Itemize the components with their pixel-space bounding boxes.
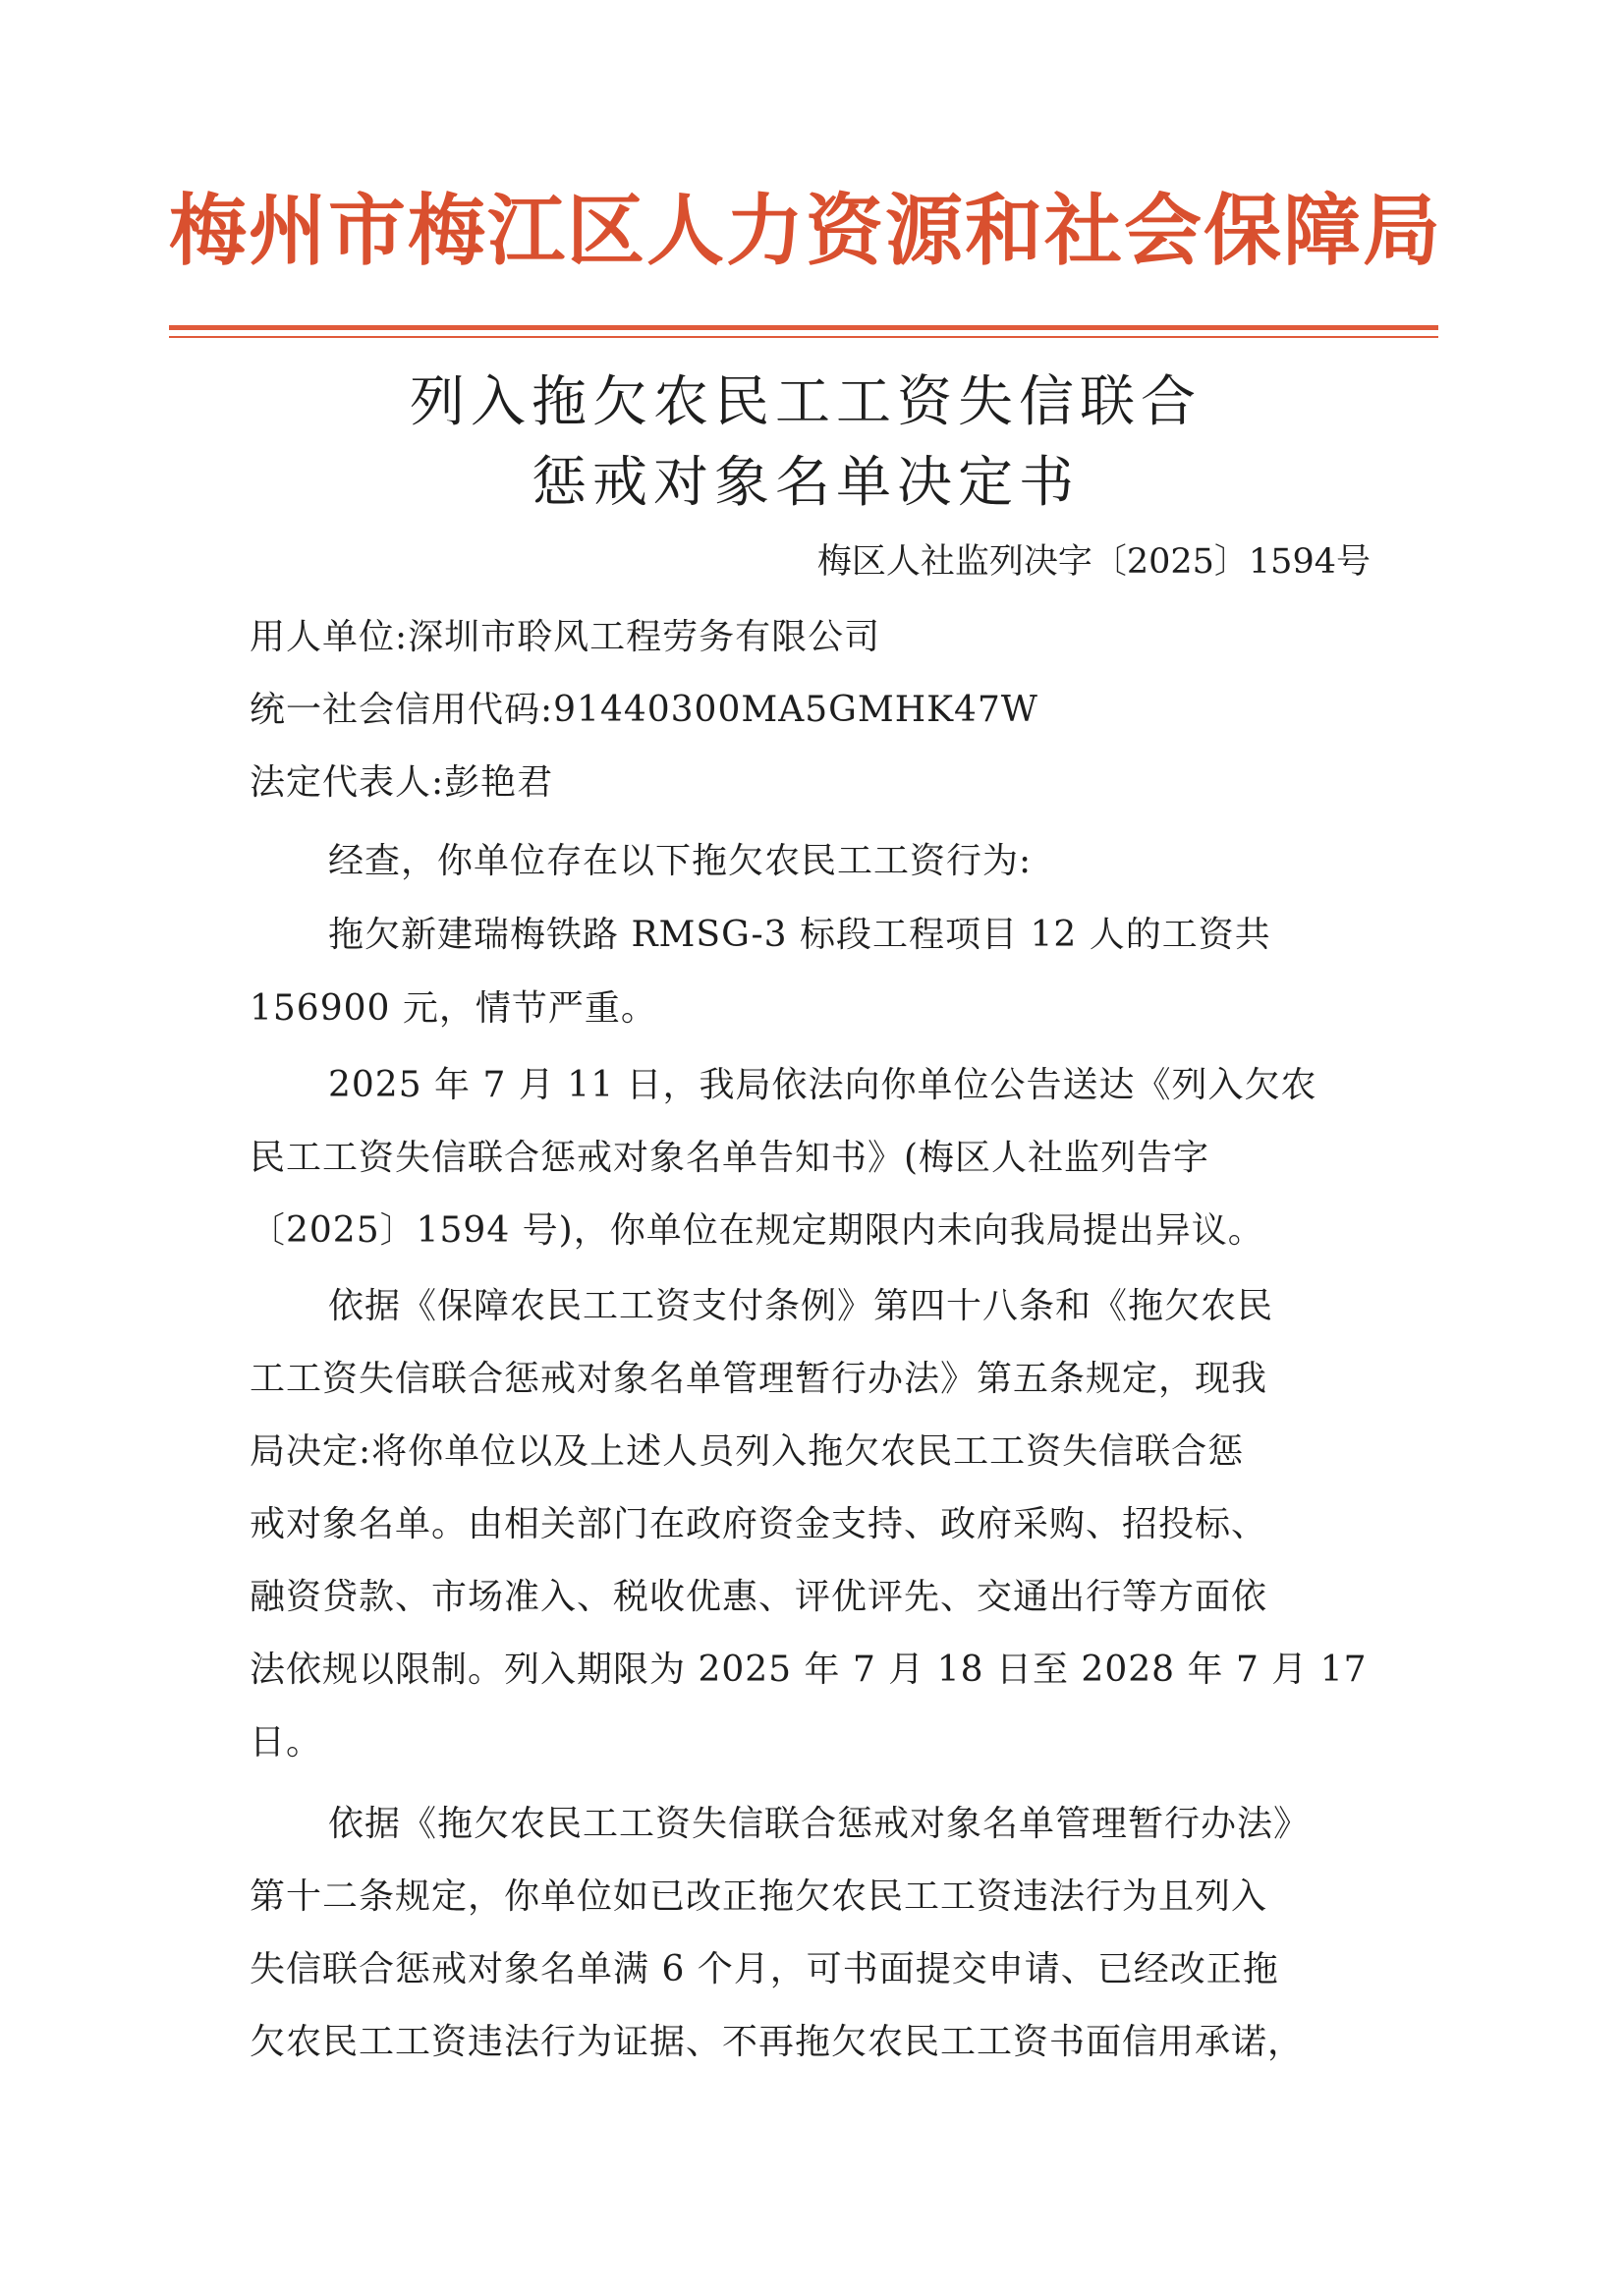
header-rule-thick (169, 325, 1438, 330)
paragraph-line: 156900 元，情节严重。 (250, 988, 657, 1029)
paragraph-line: 局决定:将你单位以及上述人员列入拖欠农民工工资失信联合惩 (250, 1431, 1245, 1472)
document-number: 梅区人社监列决字〔2025〕1594号 (816, 542, 1371, 582)
employer-line: 用人单位:深圳市聆风工程劳务有限公司 (250, 617, 881, 657)
legal-representative-line: 法定代表人:彭艳君 (250, 762, 554, 803)
credit-code-line: 统一社会信用代码:91440300MA5GMHK47W (250, 690, 1038, 730)
paragraph-line: 日。 (250, 1722, 323, 1763)
document-title-line-1: 列入拖欠农民工工资失信联合 (410, 370, 1202, 434)
paragraph-line: 拖欠新建瑞梅铁路 RMSG-3 标段工程项目 12 人的工资共 (328, 915, 1271, 955)
paragraph-line: 经查，你单位存在以下拖欠农民工工资行为: (328, 841, 1033, 881)
paragraph-line: 民工工资失信联合惩戒对象名单告知书》(梅区人社监列告字 (250, 1138, 1210, 1178)
issuing-authority-header: 梅州市梅江区人力资源和社会保障局 (169, 185, 1442, 276)
paragraph-line: 依据《保障农民工工资支付条例》第四十八条和《拖欠农民 (328, 1286, 1274, 1326)
header-rule-thin (169, 336, 1438, 338)
paragraph-line: 第十二条规定，你单位如已改正拖欠农民工工资违法行为且列入 (250, 1876, 1268, 1917)
paragraph-line: 融资贷款、市场准入、税收优惠、评优评先、交通出行等方面依 (250, 1577, 1268, 1617)
paragraph-line: 〔2025〕1594 号)，你单位在规定期限内未向我局提出异议。 (250, 1210, 1264, 1251)
paragraph-line: 依据《拖欠农民工工资失信联合惩戒对象名单管理暂行办法》 (328, 1804, 1311, 1844)
paragraph-line: 戒对象名单。由相关部门在政府资金支持、政府采购、招投标、 (250, 1504, 1268, 1544)
paragraph-line: 欠农民工工资违法行为证据、不再拖欠农民工工资书面信用承诺， (250, 2022, 1305, 2062)
paragraph-line: 法依规以限制。列入期限为 2025 年 7 月 18 日至 2028 年 7 月 17 (250, 1650, 1368, 1690)
document-title-line-2: 惩戒对象名单决定书 (532, 451, 1080, 515)
paragraph-line: 失信联合惩戒对象名单满 6 个月，可书面提交申请、已经改正拖 (250, 1949, 1279, 1989)
paragraph-line: 工工资失信联合惩戒对象名单管理暂行办法》第五条规定，现我 (250, 1359, 1268, 1399)
paragraph-line: 2025 年 7 月 11 日，我局依法向你单位公告送达《列入欠农 (328, 1065, 1317, 1105)
